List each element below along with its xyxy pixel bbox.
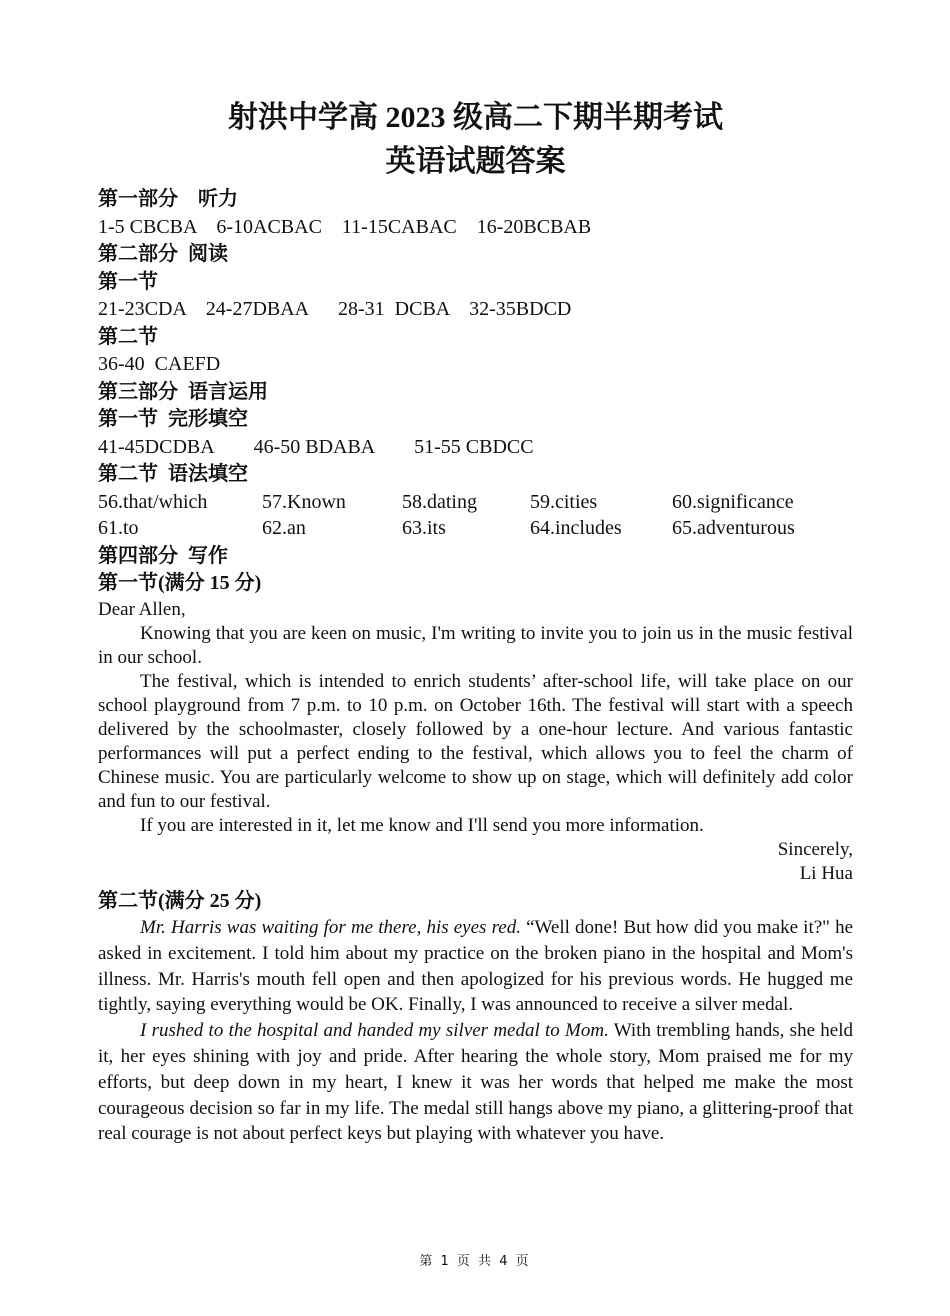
grammar-answer: 56.that/which [98,490,208,513]
part1-answers: 1-5 CBCBA 6-10ACBAC 11-15CABAC 16-20BCBAB [98,215,592,238]
part2-section2-heading: 第二节 [98,325,158,348]
page-title: 射洪中学高 2023 级高二下期半期考试 [228,101,723,134]
story-paragraph [98,915,853,1018]
letter-paragraph: If you are interested in it, let me know and I'll send you more information. [140,814,704,836]
grammar-answer: 57.Known [262,490,346,513]
continuation-writing [98,915,853,1147]
part4-section2-heading: 第二节(满分 25 分) [98,889,262,912]
letter-paragraph: The festival, which is intended to enrich students’ after-school life, will take place on our school playground from 7 p.m. to 10 p.m. on October 16th. The festival will start with a speech delivered by the schoolmaster, closely followed by a one-hour lecture. And various fantastic performances will put a perfect ending to the festival, which allows you to feel the charm of Chinese music. You are particularly welcome to show up on stage, which will definitely add color and fun to our festival. [98,670,853,812]
story-lead-sentence: Mr. Harris was waiting for me there, his eyes red. [140,917,521,938]
grammar-answer: 61.to [98,516,139,539]
letter-signature: Li Hua [799,862,853,884]
story-body: “Well done! But how did you make it?" he asked in excitement. I told him about my practice on the broken piano in the hospital and Mom's illness. Mr. Harris's mouth fell open and then apologized for his previous words. He hugged me tightly, saying everything would be OK. Finally, I was announced to receive a silver medal. [98,917,853,1016]
part2-section2-answers: 36-40 CAEFD [98,353,221,375]
letter-closing: Sincerely, [777,838,853,860]
story-paragraph [98,1018,853,1147]
letter-greeting: Dear Allen, [98,598,186,620]
grammar-answer: 63.its [402,516,446,539]
grammar-answer: 60.significance [672,490,794,513]
page-footer: 第 1 页 共 4 页 [419,1254,531,1269]
grammar-answer: 59.cities [530,490,598,513]
part4-heading: 第四部分 写作 [98,544,228,567]
part3-section1-heading: 第一节 完形填空 [98,408,248,430]
answer-sheet [98,96,853,1147]
part3-heading: 第三部分 语言运用 [98,380,268,403]
grammar-answers-grid [98,489,853,541]
part3-section1-answers: 41-45DCDBA 46-50 BDABA 51-55 CBDCC [98,435,534,458]
grammar-answer: 64.includes [530,516,622,539]
model-letter [98,598,853,886]
part1-heading: 第一部分 听力 [98,188,238,210]
part3-section2-heading: 第二节 语法填空 [98,463,248,485]
part2-section1-heading: 第一节 [98,270,158,293]
letter-paragraph: Knowing that you are keen on music, I'm writing to invite you to join us in the music festival in our school. [98,622,853,668]
grammar-answer: 62.an [262,516,306,539]
story-body: With trembling hands, she held it, her eyes shining with joy and pride. After hearing the whole story, Mom praised me for my efforts, but deep down in my heart, I knew it was her words that helped me make the most courageous decision so far in my life. The medal still hangs above my piano, a glittering-proof that real courage is not about perfect keys but playing with whatever you have. [98,1020,853,1145]
part2-section1-answers: 21-23CDA 24-27DBAA 28-31 DCBA 32-35BDCD [98,298,572,320]
grammar-answer: 65.adventurous [672,516,795,539]
page-subtitle: 英语试题答案 [385,145,566,178]
grammar-answer: 58.dating [402,490,477,513]
story-lead-sentence: I rushed to the hospital and handed my silver medal to Mom. [140,1020,609,1042]
part4-section1-heading: 第一节(满分 15 分) [98,572,262,594]
part2-heading: 第二部分 阅读 [98,243,228,265]
